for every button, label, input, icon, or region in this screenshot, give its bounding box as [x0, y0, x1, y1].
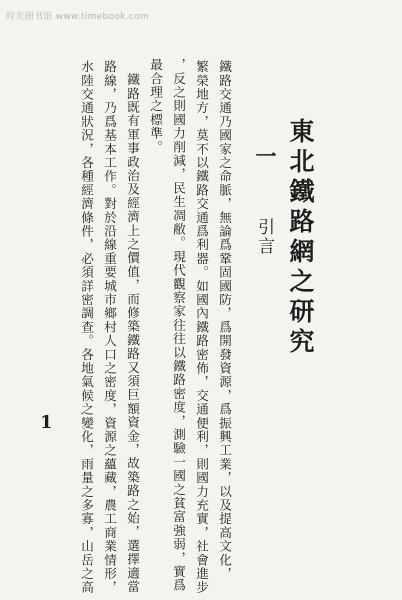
- paragraph-line: 鐵路既有軍事政治及經濟上之價值，而修築鐵路又須巨額資金，故築路之始，選擇適當: [125, 73, 140, 594]
- paragraph-line: 路線，乃爲基本工作。對於沿線重要城市鄉村人口之密度，資源之蘊藏，農工商業情形，: [102, 60, 117, 595]
- paragraph-line: 繁榮地方，莫不以鐵路交通爲利器。如國內鐵路密佈，交通便利，則國力充實，社會進步: [194, 60, 209, 595]
- paragraph-line: 最合理之標準。: [148, 58, 163, 154]
- section-number: 一: [253, 145, 278, 166]
- paragraph-line: 水陸交通狀況，各種經濟條件，必須詳密調查。各地氣候之變化，雨量之多寡，山岳之高: [79, 60, 94, 595]
- paragraph-line: ，反之則國力削減，民生凋敝。現代觀察家往往以鐵路密度，測驗一國之貧富強弱，實爲: [171, 58, 186, 593]
- section-heading: 引言: [254, 218, 274, 256]
- watermark: 时光图书馆 www.timebook.com: [6, 12, 149, 22]
- paragraph-line: 鐵路交通乃國家之命脈，無論爲鞏固國防，爲開發資源，爲振興工業，以及提高文化，: [217, 60, 232, 581]
- page-number: 1: [40, 412, 53, 433]
- page-title: 東北鐵路網之研究: [286, 118, 315, 358]
